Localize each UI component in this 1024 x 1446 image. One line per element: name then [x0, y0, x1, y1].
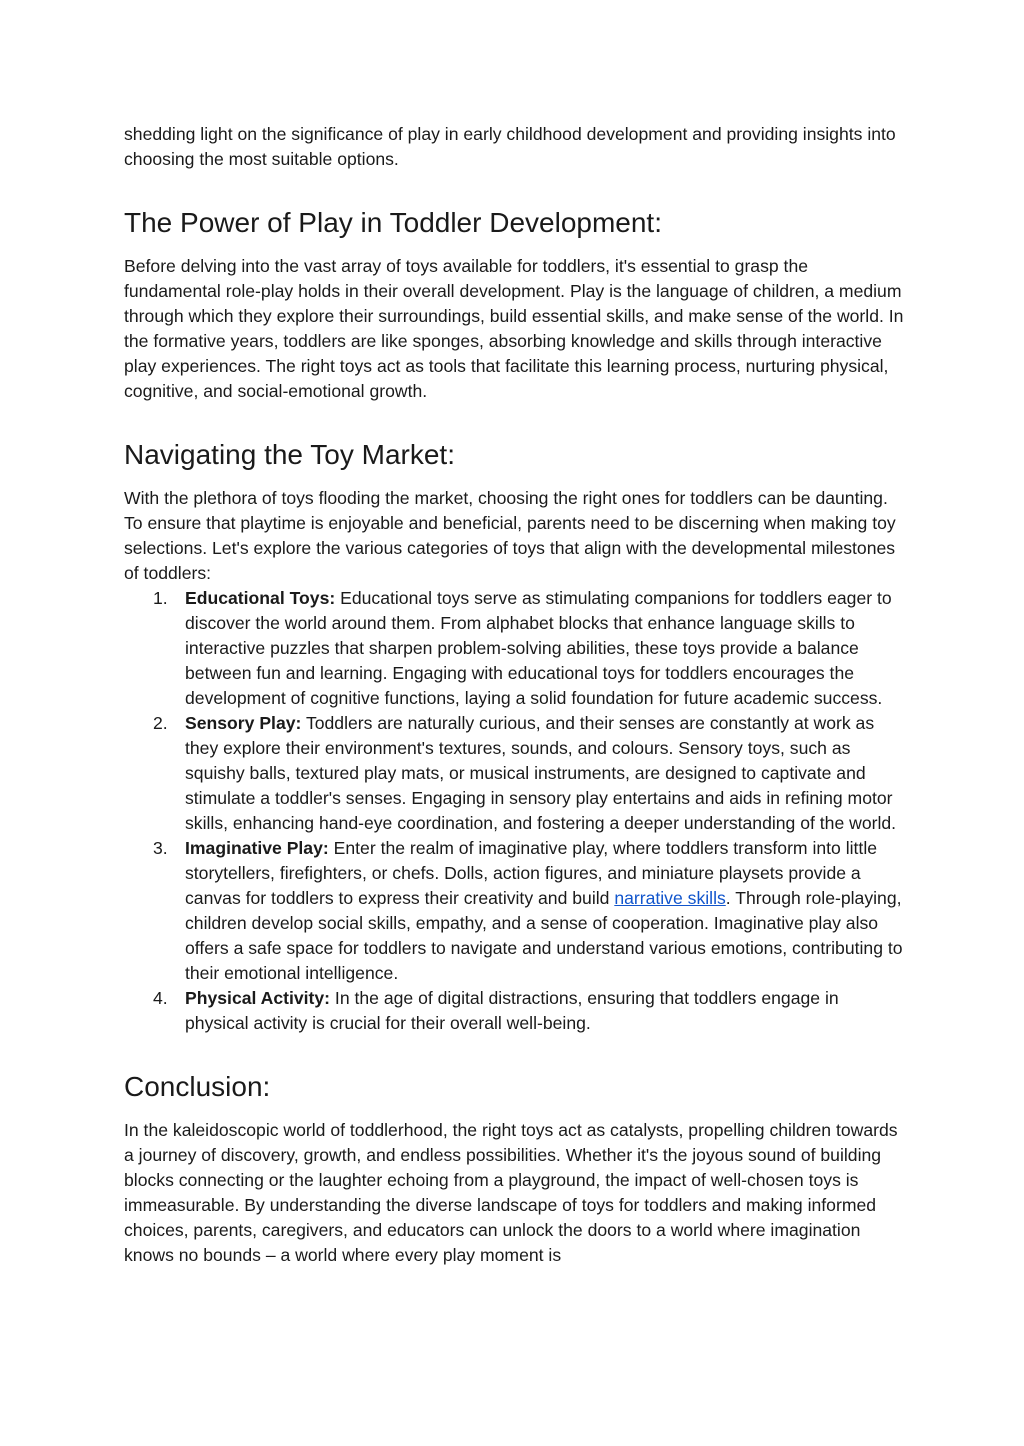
list-item-text: Toddlers are naturally curious, and their senses are constantly at work as they explore their environment's textures, sounds, and colours. Sensory toys, such as squishy balls, textured play mats, or musical instruments, are designed to captivate and stimulate a toddler's senses. Engaging in sensory play entertains and aids in refining motor skills, enhancing hand-eye coordination, and fostering a deeper understanding of the world. [185, 713, 897, 833]
list-item-title: Imaginative Play: [185, 838, 329, 858]
list-item-text: Educational toys serve as stimulating companions for toddlers eager to discover the world around them. From alphabet blocks that enhance language skills to interactive puzzles that sharpen problem-solving abilities, these toys provide a balance between fun and learning. Engaging with educational toys for toddlers encourages the development of cognitive functions, laying a solid foundation for future academic success. [185, 588, 892, 708]
heading-power-of-play: The Power of Play in Toddler Development: [124, 207, 662, 238]
intro-paragraph: shedding light on the significance of play in early childhood development and providing insights into choosing the most suitable options. [124, 124, 896, 169]
list-item-title: Sensory Play: [185, 713, 302, 733]
heading-conclusion: Conclusion: [124, 1071, 271, 1102]
navigating-paragraph: With the plethora of toys flooding the market, choosing the right ones for toddlers can be daunting. To ensure that playtime is enjoyable and beneficial, parents need to be discerning when making toy selections. Let's explore the various categories of toys that align with the developmental milestones of toddlers: [124, 488, 896, 583]
list-item-text-before-link: Enter the realm of imaginative play, where toddlers transform into little storytellers, firefighters, or chefs. Dolls, action figures, and miniature playsets provide a canvas for toddlers to express their creativity and build [185, 838, 878, 908]
list-item-physical-activity [153, 986, 904, 1036]
narrative-skills-link[interactable]: narrative skills [614, 888, 726, 908]
conclusion-paragraph: In the kaleidoscopic world of toddlerhood, the right toys act as catalysts, propelling children towards a journey of discovery, growth, and endless possibilities. Whether it's the joyous sound of building blocks connecting or the laughter echoing from a playground, the impact of well-chosen toys is immeasurable. By understanding the diverse landscape of toys for toddlers and making informed choices, parents, caregivers, and educators can unlock the doors to a world where imagination knows no bounds – a world where every play moment is [124, 1120, 898, 1265]
document-content [124, 122, 904, 1268]
list-item-title: Educational Toys: [185, 588, 336, 608]
toy-categories-list [124, 586, 904, 1036]
list-item-educational-toys [153, 586, 904, 711]
list-item-sensory-play [153, 711, 904, 836]
heading-navigating-toy-market: Navigating the Toy Market: [124, 439, 455, 470]
list-item-text-after-link: . Through role-playing, children develop social skills, empathy, and a sense of cooperation. Imaginative play also offers a safe space for toddlers to navigate and understand various emotions, contributing to their emotional intelligence. [185, 888, 903, 983]
list-item-title: Physical Activity: [185, 988, 331, 1008]
list-number: 4. [153, 988, 168, 1008]
list-number: 2. [153, 713, 168, 733]
list-number: 1. [153, 588, 168, 608]
list-item-imaginative-play [153, 836, 904, 986]
list-item-text: In the age of digital distractions, ensuring that toddlers engage in physical activity is crucial for their overall well-being. [185, 988, 839, 1033]
power-of-play-paragraph: Before delving into the vast array of toys available for toddlers, it's essential to grasp the fundamental role-play holds in their overall development. Play is the language of children, a medium through which they explore their surroundings, build essential skills, and make sense of the world. In the formative years, toddlers are like sponges, absorbing knowledge and skills through interactive play experiences. The right toys act as tools that facilitate this learning process, nurturing physical, cognitive, and social-emotional growth. [124, 256, 904, 401]
list-number: 3. [153, 838, 168, 858]
